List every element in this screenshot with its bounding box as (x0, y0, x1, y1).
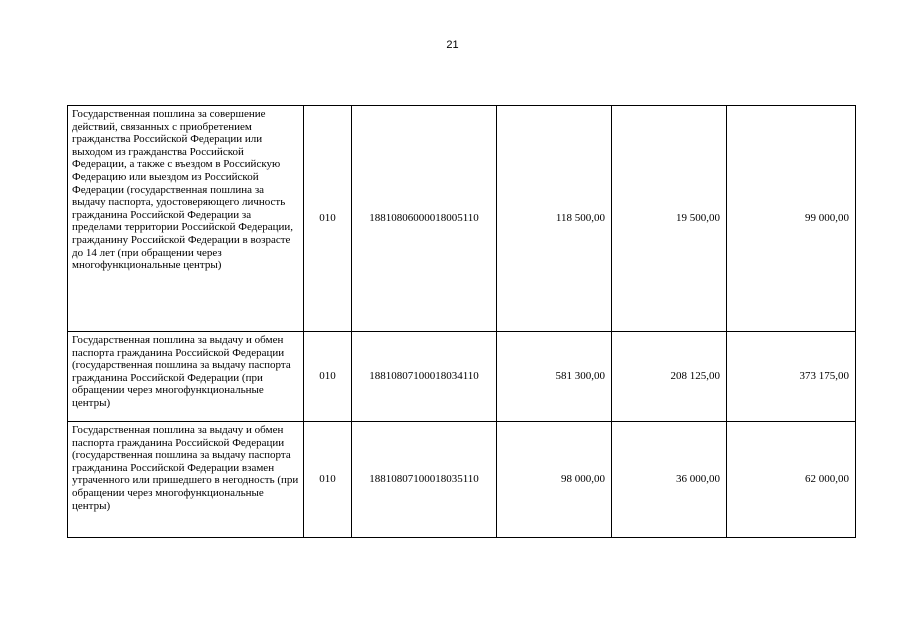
row-amount-1: 98 000,00 (497, 422, 612, 538)
row-amount-1: 581 300,00 (497, 332, 612, 422)
row-amount-1: 118 500,00 (497, 106, 612, 332)
fees-table (67, 105, 856, 538)
row-amount-2: 36 000,00 (612, 422, 727, 538)
row-code: 010 (304, 106, 352, 332)
row-kbk: 18810807100018035110 (352, 422, 497, 538)
table-row (68, 106, 856, 332)
row-kbk: 18810807100018034110 (352, 332, 497, 422)
row-amount-3: 62 000,00 (727, 422, 856, 538)
row-amount-2: 19 500,00 (612, 106, 727, 332)
table-row (68, 332, 856, 422)
row-amount-2: 208 125,00 (612, 332, 727, 422)
row-code: 010 (304, 422, 352, 538)
row-description: Государственная пошлина за совершение действий, связанных с приобретением гражданства Российской Федерации или выходом из гражданства Российской Федерации, а также с въездом в Российскую Федерацию или выездом из Российской Федерации (государственная пошлина за выдачу паспорта, удостоверяющего личность гражданина Российской Федерации за пределами территории Российской Федерации, гражданину Российской Федерации в возрасте до 14 лет (при обращении через многофункциональные центры) (68, 106, 304, 332)
row-amount-3: 99 000,00 (727, 106, 856, 332)
row-description: Государственная пошлина за выдачу и обмен паспорта гражданина Российской Федерации (государственная пошлина за выдачу паспорта гражданина Российской Федерации (при обращении через многофункциональные центры) (68, 332, 304, 422)
page-number: 21 (446, 39, 459, 51)
row-kbk: 18810806000018005110 (352, 106, 497, 332)
row-description: Государственная пошлина за выдачу и обмен паспорта гражданина Российской Федерации (государственная пошлина за выдачу паспорта гражданина Российской Федерации взамен утраченного или пришедшего в негодность (при обращении через многофункциональные центры) (68, 422, 304, 538)
table-row (68, 422, 856, 538)
row-amount-3: 373 175,00 (727, 332, 856, 422)
row-code: 010 (304, 332, 352, 422)
